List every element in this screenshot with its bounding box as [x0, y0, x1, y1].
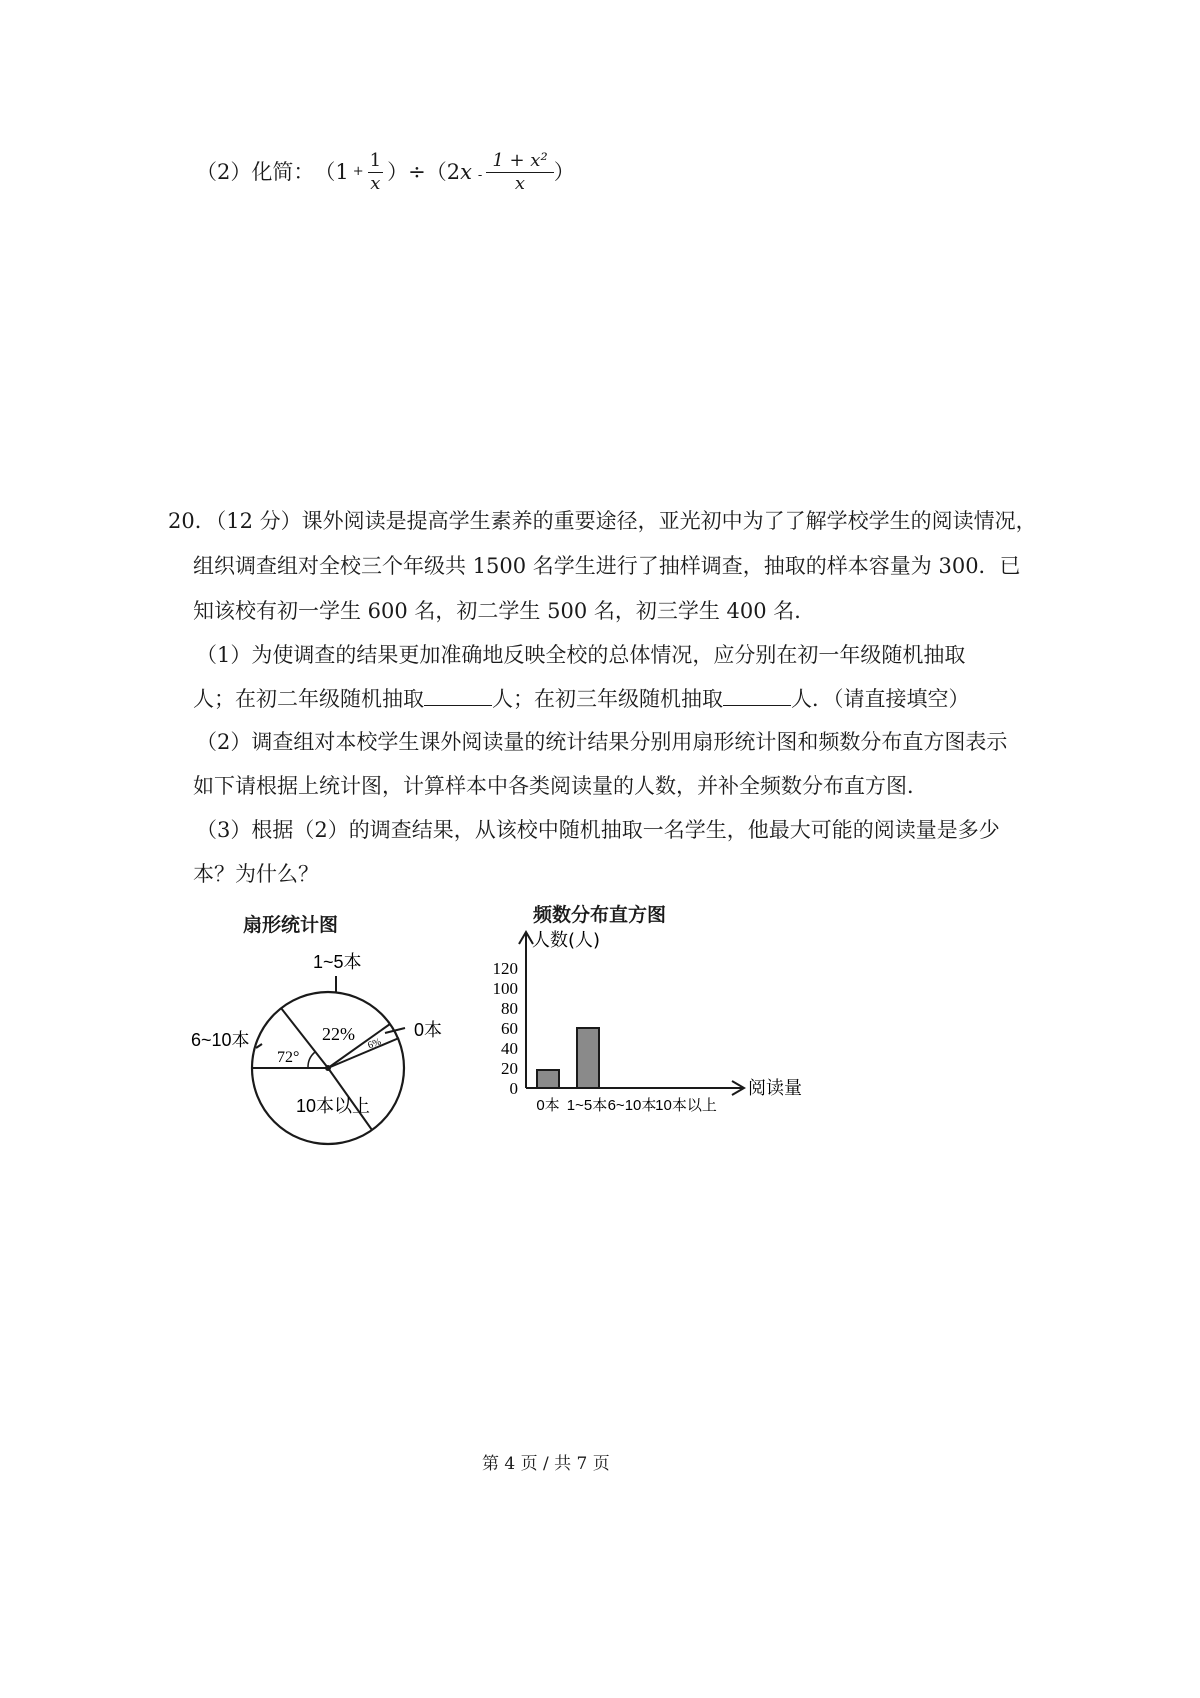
- y-tick-label: 100: [492, 979, 518, 998]
- q20-line-5-c: 人．（请直接填空）: [791, 687, 970, 711]
- pie-chart: [180, 940, 480, 1150]
- divide-segment: ）÷（2: [387, 160, 461, 184]
- pct-6-label: 6%: [366, 1036, 383, 1052]
- angle-72-arc: [308, 1052, 315, 1068]
- q20-line-3: 知该校有初一学生 600 名，初二学生 500 名，初三学生 400 名．: [193, 599, 816, 623]
- x-category-label: 10本以上: [655, 1097, 717, 1114]
- pct-22-label: 22%: [322, 1024, 355, 1044]
- q20-line-5-a: 人；在初二年级随机抽取: [193, 687, 424, 711]
- histogram-xlabel: 阅读量: [748, 1078, 802, 1099]
- y-tick-label: 120: [492, 959, 518, 978]
- q20-line-4: （1）为使调查的结果更加准确地反映全校的总体情况，应分别在初一年级随机抽取: [196, 643, 966, 667]
- x-category-label: 1~5本: [566, 1097, 608, 1114]
- q20-line-6: （2）调查组对本校学生课外阅读量的统计结果分别用扇形统计图和频数分布直方图表示: [196, 730, 1008, 754]
- q20-line-8: （3）根据（2）的调查结果，从该校中随机抽取一名学生，他最大可能的阅读量是多少: [196, 818, 1000, 842]
- y-tick-label: 40: [501, 1039, 518, 1058]
- angle-72-label: 72°: [277, 1049, 300, 1066]
- variable-x: x: [460, 160, 472, 184]
- paren-close-2: ）: [553, 160, 575, 184]
- fraction-2: [486, 150, 553, 195]
- label-0: 0本: [414, 1020, 443, 1040]
- page-footer: 第 4 页 / 共 7 页: [482, 1454, 610, 1474]
- leader-6-10: [256, 1044, 262, 1048]
- fraction-1-over-x: [368, 150, 383, 195]
- fraction-2-denominator: x: [514, 172, 526, 194]
- answer-blank-grade3[interactable]: [723, 685, 791, 706]
- histogram-chart: [480, 920, 820, 1120]
- histogram-bar: [577, 1028, 599, 1088]
- fraction-1-numerator: 1: [369, 149, 382, 171]
- paren-open-1: （1: [314, 160, 349, 184]
- answer-blank-grade2[interactable]: [424, 685, 492, 706]
- label-1-5: 1~5本: [313, 952, 362, 972]
- histogram-title: 频数分布直方图: [533, 904, 667, 926]
- pie-center-dot: [325, 1065, 331, 1071]
- y-tick-label: 60: [501, 1019, 518, 1038]
- fraction-2-numerator: 1 + x²: [486, 150, 553, 173]
- fraction-1-denominator: x: [370, 172, 381, 194]
- pie-chart-title: 扇形统计图: [243, 914, 339, 936]
- q20-line-2: 组织调查组对全校三个年级共 1500 名学生进行了抽样调查，抽取的样本容量为 300．已: [193, 554, 1021, 578]
- q20-line-5-b: 人；在初三年级随机抽取: [492, 687, 723, 711]
- y-tick-label: 0: [509, 1079, 518, 1098]
- y-tick-label: 20: [501, 1059, 518, 1078]
- minus-operator: -: [477, 168, 483, 183]
- q19-part2-expression: [196, 149, 575, 194]
- plus-operator: +: [352, 164, 364, 179]
- histogram-bar: [537, 1070, 559, 1088]
- q20-line-1: 20．（12 分）课外阅读是提高学生素养的重要途径，亚光初中为了了解学校学生的阅读情况，: [168, 509, 1037, 533]
- q20-line-7: 如下请根据上统计图，计算样本中各类阅读量的人数，并补全频数分布直方图．: [193, 774, 928, 798]
- label-6-10: 6~10本: [191, 1030, 250, 1050]
- q20-line-9: 本？为什么？: [193, 862, 319, 886]
- y-tick-label: 80: [501, 999, 518, 1018]
- x-category-label: 6~10本: [607, 1097, 657, 1114]
- q20-line-5: [193, 685, 970, 712]
- x-category-label: 0本: [536, 1097, 560, 1114]
- label-10plus: 10本以上: [296, 1096, 371, 1116]
- q19-part2-label: （2）化简：: [196, 160, 315, 184]
- histogram-ylabel: 人数(人): [532, 930, 601, 951]
